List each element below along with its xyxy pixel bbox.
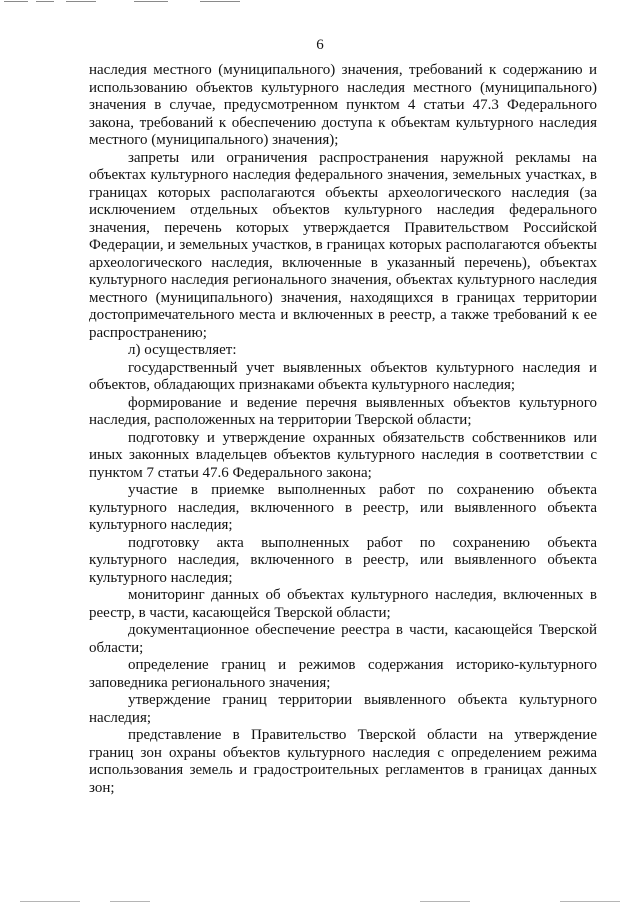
document-body	[89, 62, 597, 797]
paragraph: наследия местного (муниципального) значения, требований к содержанию и использованию объектов культурного наследия местного (муниципального) значения в случае, предусмотренном пунктом 4 статьи 47.3 Федерального закона, требований к обеспечению доступа к объектам культурного наследия местного (муниципального) значения);	[89, 62, 597, 148]
paragraph: подготовку акта выполненных работ по сохранению объекта культурного наследия, включенного в реестр, или выявленного объекта культурного наследия;	[89, 534, 597, 586]
paragraph: л) осуществляет:	[128, 342, 237, 358]
paragraph: формирование и ведение перечня выявленных объектов культурного наследия, расположенных на территории Тверской области;	[89, 394, 597, 428]
page-number: 6	[316, 37, 324, 53]
scan-top-edge-marks	[0, 0, 640, 6]
paragraph: документационное обеспечение реестра в части, касающейся Тверской области;	[89, 622, 597, 656]
paragraph: утверждение границ территории выявленного объекта культурного наследия;	[89, 692, 597, 726]
paragraph: представление в Правительство Тверской области на утверждение границ зон охраны объектов культурного наследия с определением режима использования земель и градостроительных регламентов в границах данных зон;	[89, 727, 597, 796]
paragraph: подготовку и утверждение охранных обязательств собственников или иных законных владельцев объектов культурного наследия в соответствии с пунктом 7 статьи 47.6 Федерального закона;	[89, 429, 597, 481]
scan-bottom-edge-marks	[0, 899, 640, 905]
paragraph: запреты или ограничения распространения наружной рекламы на объектах культурного наследия федерального значения, земельных участках, в границах которых располагаются объекты археологического наследия (за исключением отдельных объектов культурного наследия федерального значения, перечень которых утверждается Правительством Российской Федерации, и земельных участков, в границах которых располагаются объекты археологического наследия, включенные в указанный перечень), объектах культурного наследия регионального значения, объектах культурного наследия местного (муниципального) значения, находящихся в границах территории достопримечательного места и включенных в реестр, а также требований к ее распространению;	[89, 149, 597, 341]
paragraph: мониторинг данных об объектах культурного наследия, включенных в реестр, в части, касающейся Тверской области;	[89, 587, 597, 621]
paragraph: участие в приемке выполненных работ по сохранению объекта культурного наследия, включенного в реестр, или выявленного объекта культурного наследия;	[89, 482, 597, 533]
paragraph: государственный учет выявленных объектов культурного наследия и объектов, обладающих признаками объекта культурного наследия;	[89, 359, 597, 393]
paragraph: определение границ и режимов содержания историко-культурного заповедника регионального значения;	[89, 657, 597, 691]
